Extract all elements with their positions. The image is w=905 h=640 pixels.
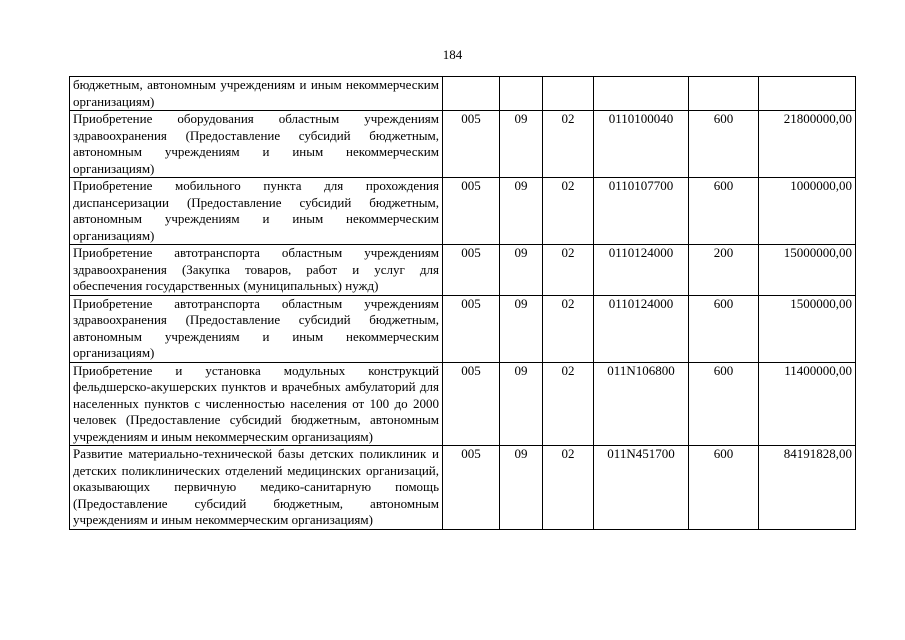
row-target-article-code: 011N106800	[594, 362, 689, 446]
row-section-code: 09	[500, 245, 543, 296]
row-section-code	[500, 77, 543, 111]
row-ved-code	[443, 77, 500, 111]
row-target-article-code	[594, 77, 689, 111]
row-section-code: 09	[500, 446, 543, 530]
row-section-code: 09	[500, 178, 543, 245]
row-expense-type-code: 600	[689, 178, 759, 245]
row-expense-type-code: 200	[689, 245, 759, 296]
row-subsection-code: 02	[543, 446, 594, 530]
row-description: Приобретение автотранспорта областным учреждениям здравоохранения (Предоставление субсидий бюджетным, автономным учреждениям и иным некоммерческим организациям)	[70, 295, 443, 362]
row-ved-code: 005	[443, 362, 500, 446]
table-row	[70, 362, 856, 446]
table-row	[70, 245, 856, 296]
row-amount: 15000000,00	[759, 245, 856, 296]
row-subsection-code	[543, 77, 594, 111]
row-amount: 11400000,00	[759, 362, 856, 446]
row-expense-type-code: 600	[689, 111, 759, 178]
table-row	[70, 295, 856, 362]
row-expense-type-code: 600	[689, 446, 759, 530]
table-row	[70, 111, 856, 178]
row-subsection-code: 02	[543, 178, 594, 245]
row-amount: 84191828,00	[759, 446, 856, 530]
row-ved-code: 005	[443, 245, 500, 296]
row-expense-type-code: 600	[689, 362, 759, 446]
row-description: Приобретение и установка модульных конструкций фельдшерско-акушерских пунктов и врачебных амбулаторий для населенных пунктов с численностью населения от 100 до 2000 человек (Предоставление субсидий бюджетным, автономным учреждениям и иным некоммерческим организациям)	[70, 362, 443, 446]
budget-table-body	[70, 77, 856, 530]
row-description: Приобретение автотранспорта областным учреждениям здравоохранения (Закупка товаров, работ и услуг для обеспечения государственных (муниципальных) нужд)	[70, 245, 443, 296]
row-subsection-code: 02	[543, 295, 594, 362]
row-amount: 1000000,00	[759, 178, 856, 245]
row-target-article-code: 011N451700	[594, 446, 689, 530]
row-amount: 1500000,00	[759, 295, 856, 362]
page-number: 184	[442, 47, 463, 62]
table-row	[70, 178, 856, 245]
row-expense-type-code	[689, 77, 759, 111]
row-description: Приобретение мобильного пункта для прохождения диспансеризации (Предоставление субсидий бюджетным, автономным учреждениям и иным некоммерческим организациям)	[70, 178, 443, 245]
row-ved-code: 005	[443, 295, 500, 362]
row-amount	[759, 77, 856, 111]
row-description: Приобретение оборудования областным учреждениям здравоохранения (Предоставление субсидий бюджетным, автономным учреждениям и иным некоммерческим организациям)	[70, 111, 443, 178]
row-section-code: 09	[500, 111, 543, 178]
row-amount: 21800000,00	[759, 111, 856, 178]
row-subsection-code: 02	[543, 245, 594, 296]
row-ved-code: 005	[443, 446, 500, 530]
row-description: Развитие материально-технической базы детских поликлиник и детских поликлинических отделений медицинских организаций, оказывающих первичную медико-санитарную помощь (Предоставление субсидий бюджетным, автономным учреждениям и иным некоммерческим организациям)	[70, 446, 443, 530]
row-section-code: 09	[500, 362, 543, 446]
row-expense-type-code: 600	[689, 295, 759, 362]
row-target-article-code: 0110100040	[594, 111, 689, 178]
row-ved-code: 005	[443, 178, 500, 245]
row-section-code: 09	[500, 295, 543, 362]
budget-table	[69, 76, 856, 530]
table-row	[70, 77, 856, 111]
table-row	[70, 446, 856, 530]
row-target-article-code: 0110124000	[594, 245, 689, 296]
row-subsection-code: 02	[543, 362, 594, 446]
row-ved-code: 005	[443, 111, 500, 178]
row-target-article-code: 0110107700	[594, 178, 689, 245]
row-target-article-code: 0110124000	[594, 295, 689, 362]
row-description: бюджетным, автономным учреждениям и иным некоммерческим организациям)	[70, 77, 443, 111]
row-subsection-code: 02	[543, 111, 594, 178]
